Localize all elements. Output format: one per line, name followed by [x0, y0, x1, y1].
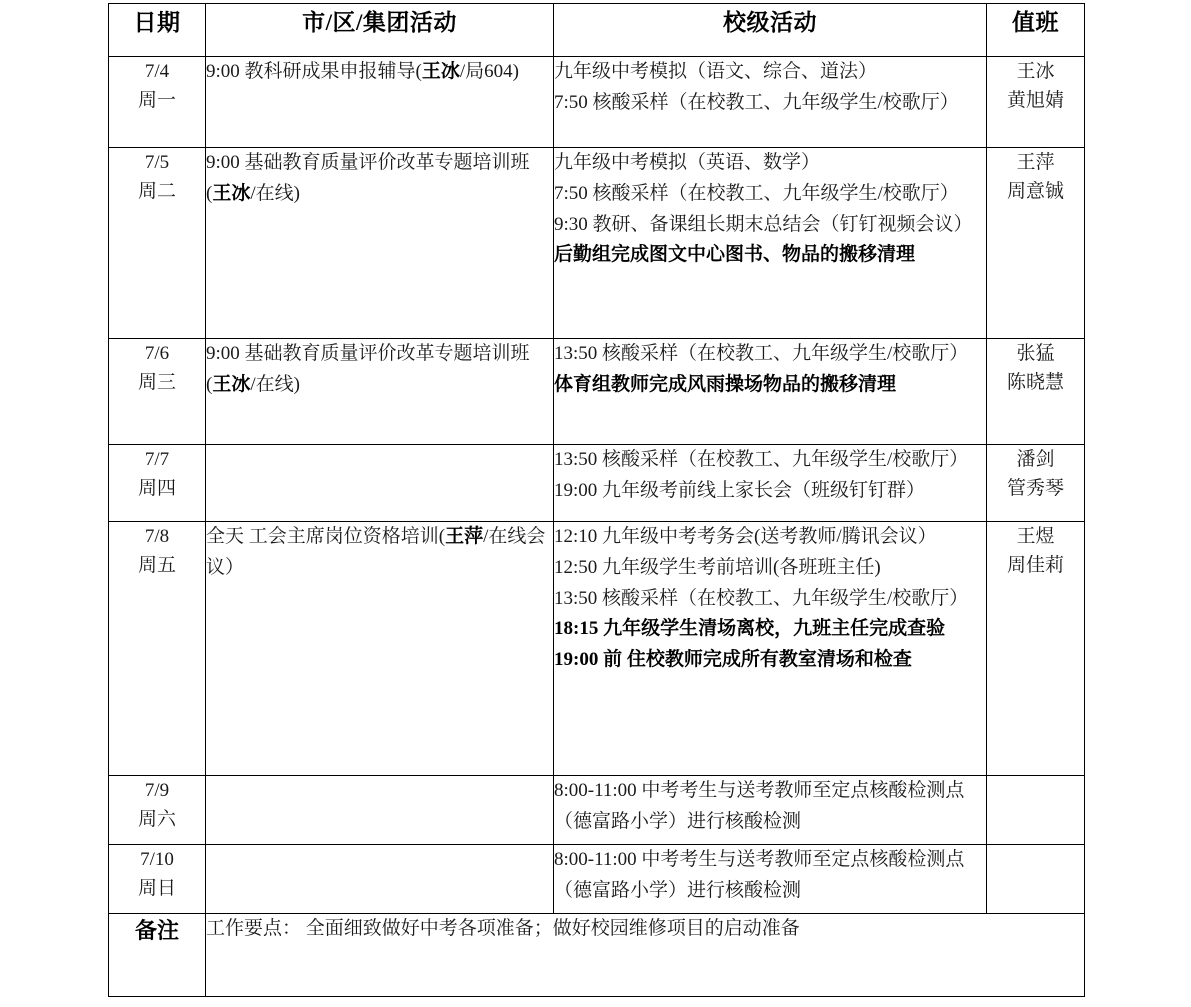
activity-line: 9:00 基础教育质量评价改革专题培训班(王冰/在线): [206, 152, 530, 204]
cell-city-activity: [206, 845, 554, 914]
header-city-activity: 市/区/集团活动: [206, 4, 554, 57]
date-weekday: 周五: [137, 555, 176, 577]
cell-city-activity: [206, 445, 554, 522]
cell-school-activity: [554, 148, 987, 339]
date-number: 7/6: [144, 343, 170, 364]
cell-city-activity: [206, 522, 554, 776]
cell-city-activity: [206, 148, 554, 339]
table-body: [109, 57, 1085, 997]
activity-line: 9:00 基础教育质量评价改革专题培训班(王冰/在线): [206, 343, 530, 395]
duty-person: 周佳莉: [1006, 555, 1064, 577]
cell-date: [109, 57, 206, 148]
table-row: [109, 57, 1085, 148]
activity-line: 7:50 核酸采样（在校教工、九年级学生/校歌厅）: [554, 182, 959, 204]
date-number: 7/4: [144, 61, 170, 82]
table-row: [109, 845, 1085, 914]
activity-line: 全天 工会主席岗位资格培训(王萍/在线会议）: [206, 526, 546, 578]
table-row: [109, 776, 1085, 845]
date-weekday: 周日: [137, 878, 176, 900]
cell-date: [109, 445, 206, 522]
date-number: 7/8: [144, 526, 170, 547]
cell-date: [109, 845, 206, 914]
cell-school-activity: [554, 522, 987, 776]
header-row: [109, 4, 1085, 57]
activity-line: 19:00 前 住校教师完成所有教室清场和检查: [554, 649, 912, 671]
date-weekday: 周三: [137, 372, 176, 394]
date-weekday: 周二: [137, 181, 176, 203]
activity-line: 13:50 核酸采样（在校教工、九年级学生/校歌厅）: [554, 343, 969, 364]
activity-line: 12:50 九年级学生考前培训(各班班主任): [554, 556, 881, 578]
cell-duty: [987, 522, 1085, 776]
activity-line: 九年级中考模拟（语文、综合、道法）: [554, 61, 878, 82]
duty-person: 陈晓慧: [1006, 372, 1064, 394]
duty-person: 张猛: [1016, 343, 1055, 364]
activity-line: 13:50 核酸采样（在校教工、九年级学生/校歌厅）: [554, 587, 969, 609]
header-date: 日期: [109, 4, 206, 57]
activity-line: 9:00 教科研成果申报辅导(王冰/局604): [206, 61, 519, 82]
duty-person: 王冰: [1016, 61, 1055, 82]
duty-person: 黄旭婧: [1006, 90, 1064, 112]
cell-duty: [987, 57, 1085, 148]
activity-line: 9:30 教研、备课组长期末总结会（钉钉视频会议）: [554, 213, 973, 235]
table-header: [109, 4, 1085, 57]
remark-row: [109, 914, 1085, 997]
duty-person: 王煜: [1016, 526, 1055, 547]
cell-duty: [987, 339, 1085, 445]
header-duty: 值班: [987, 4, 1085, 57]
date-weekday: 周六: [137, 809, 176, 831]
table-row: [109, 148, 1085, 339]
activity-line: 7:50 核酸采样（在校教工、九年级学生/校歌厅）: [554, 91, 959, 113]
date-weekday: 周一: [137, 90, 176, 112]
activity-line: 8:00-11:00 中考考生与送考教师至定点核酸检测点（德富路小学）进行核酸检测: [554, 849, 965, 901]
cell-date: [109, 148, 206, 339]
activity-line: 8:00-11:00 中考考生与送考教师至定点核酸检测点（德富路小学）进行核酸检测: [554, 780, 965, 832]
activity-line: 13:50 核酸采样（在校教工、九年级学生/校歌厅）: [554, 449, 969, 470]
table-row: [109, 522, 1085, 776]
cell-duty: [987, 148, 1085, 339]
duty-person: 周意铖: [1006, 181, 1064, 203]
cell-school-activity: [554, 776, 987, 845]
date-weekday: 周四: [137, 478, 176, 500]
date-number: 7/10: [140, 849, 174, 870]
activity-line: 后勤组完成图文中心图书、物品的搬移清理: [554, 244, 916, 266]
table-row: [109, 339, 1085, 445]
cell-date: [109, 339, 206, 445]
header-school-activity: 校级活动: [554, 4, 987, 57]
table-row: [109, 445, 1085, 522]
remark-label: 备注: [109, 914, 206, 997]
activity-line: 体育组教师完成风雨操场物品的搬移清理: [554, 373, 897, 395]
date-number: 7/9: [144, 780, 170, 801]
activity-line: 19:00 九年级考前线上家长会（班级钉钉群）: [554, 479, 926, 501]
date-number: 7/7: [144, 449, 170, 470]
weekly-schedule-table: [108, 3, 1085, 997]
cell-city-activity: [206, 339, 554, 445]
remark-text: 工作要点： 全面细致做好中考各项准备；做好校园维修项目的启动准备: [206, 914, 1085, 997]
cell-city-activity: [206, 776, 554, 845]
duty-person: 潘剑: [1016, 449, 1055, 470]
activity-line: 九年级中考模拟（英语、数学）: [554, 152, 821, 173]
cell-school-activity: [554, 845, 987, 914]
date-number: 7/5: [144, 152, 170, 173]
cell-duty: [987, 845, 1085, 914]
activity-line: 12:10 九年级中考考务会(送考教师/腾讯会议）: [554, 526, 937, 547]
cell-date: [109, 776, 206, 845]
cell-school-activity: [554, 339, 987, 445]
cell-school-activity: [554, 57, 987, 148]
activity-line: 18:15 九年级学生清场离校，九班主任完成查验: [554, 618, 946, 640]
cell-duty: [987, 776, 1085, 845]
duty-person: 管秀琴: [1006, 478, 1064, 500]
duty-person: 王萍: [1016, 152, 1055, 173]
cell-city-activity: [206, 57, 554, 148]
cell-date: [109, 522, 206, 776]
cell-school-activity: [554, 445, 987, 522]
cell-duty: [987, 445, 1085, 522]
